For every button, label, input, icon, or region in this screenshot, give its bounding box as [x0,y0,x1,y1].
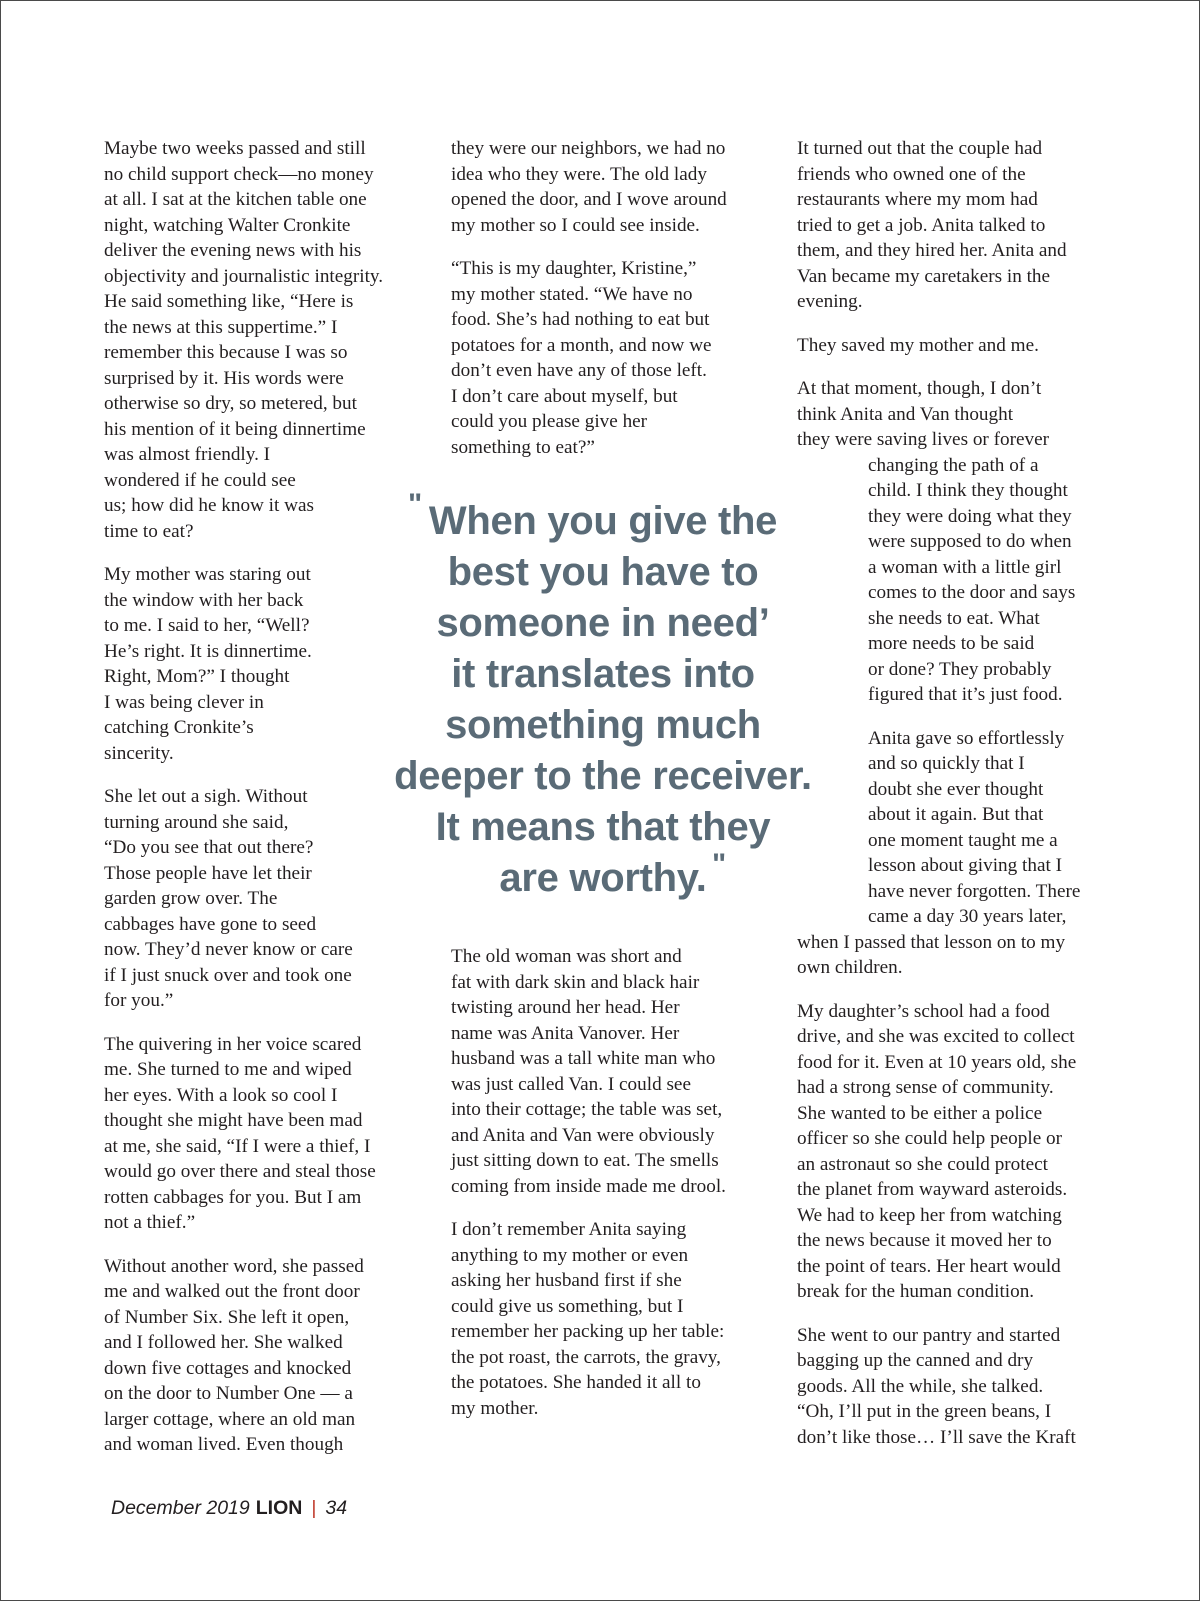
pull-quote: When you give the best you have to someone in need’ it translates into something much deeper to the receiver. It means that they are worthy. [394,499,812,900]
paragraph: She let out a sigh. Without turning around she said, “Do you see that out there? Those people have let their garden grow over. The cabbages have gone to seed now. They’d never know or care if I just snuck over and took one for you.” [104,786,353,1011]
paragraph: Maybe two weeks passed and still no child support check—no money at all. I sat at the kitchen table one night, watching Walter Cronkite deliver the evening news with his objectivity and journalistic integrity. He said something like, “Here is the news at this suppertime.” I remember this because I was so surprised by it. His words were otherwise so dry, so metered, but his mention of it being dinnertime was almost friendly. I wondered if he could see us; how did he know it was time to eat? [104,138,384,542]
page-footer [111,1497,347,1520]
paragraph: My daughter’s school had a food drive, and she was excited to collect food for it. Even at 10 years old, she had a strong sense of community. She wanted to be either a police officer so she could help people or an astronaut so she could protect the planet from wayward asteroids. We had to keep her from watching the news because it moved her to the point of tears. Her heart would break for the human condition. [797,1000,1077,1302]
paragraph-indented: Anita gave so effortlessly and so quickly that I doubt she ever thought about it again. But that one moment taught me a lesson about giving that I have never forgotten. There came a day 30 years later, [868,727,1081,927]
pull-quote-open-mark: " [408,488,423,521]
footer-separator: | [311,1497,317,1519]
paragraph: She went to our pantry and started bagging up the canned and dry goods. All the while, she talked. “Oh, I’ll put in the green beans, I don’t like those… I’ll save the Kraft [797,1324,1076,1448]
paragraph: when I passed that lesson on to my own children. [797,931,1066,978]
paragraph: At that moment, though, I don’t think Anita and Van thought they were saving lives or forever [797,378,1050,450]
paragraph: I don’t remember Anita saying anything to my mother or even asking her husband first if she could give us something, but I remember her packing up her table: the pot roast, the carrots, the gravy, the potatoes. She handed it all to my mother. [451,1219,725,1419]
article-column-2-bottom [451,944,771,1439]
article-column-2-top [451,136,771,478]
paragraph: they were our neighbors, we had no idea who they were. The old lady opened the door, and I wove around my mother so I could see inside. [451,138,727,236]
paragraph: “This is my daughter, Kristine,” my mother stated. “We have no food. She’s had nothing to eat but potatoes for a month, and now we don’t even have any of those left. I don’t care about myself, but could you please give her something to eat?” [451,258,712,458]
paragraph-indented: changing the path of a child. I think they thought they were doing what they were supposed to do when a woman with a little girl comes to the door and says she needs to eat. What more needs to be said or done? They probably figured that it’s just food. [868,454,1076,705]
magazine-name: LION [255,1497,303,1519]
paragraph: They saved my mother and me. [797,334,1039,356]
paragraph: Without another word, she passed me and walked out the front door of Number Six. She left it open, and I followed her. She walked down five cottages and knocked on the door to Number One — a larger cottage, where an old man and woman lived. Even though [104,1255,364,1455]
article-column-1 [104,136,424,1476]
paragraph: My mother was staring out the window with her back to me. I said to her, “Well? He’s right. It is dinnertime. Right, Mom?” I thought I was being clever in catching Cronkite’s sincerity. [104,564,312,764]
paragraph: The old woman was short and fat with dark skin and black hair twisting around her head. Her name was Anita Vanover. Her husband was a tall white man who was just called Van. I could see into their cottage; the table was set, and Anita and Van were obviously just sitting down to eat. The smells coming from inside made me drool. [451,946,726,1197]
article-column-3 [797,136,1127,1468]
issue-date: December 2019 [111,1497,250,1519]
pull-quote-close-mark: " [712,848,727,881]
paragraph: It turned out that the couple had friends who owned one of the restaurants where my mom had tried to get a job. Anita talked to them, and they hired her. Anita and Van became my caretakers in the evening. [797,138,1067,312]
paragraph: The quivering in her voice scared me. She turned to me and wiped her eyes. With a look so cool I thought she might have been mad at me, she said, “If I were a thief, I would go over there and steal those rotten cabbages for you. But I am not a thief.” [104,1033,376,1233]
page-number: 34 [325,1497,348,1519]
